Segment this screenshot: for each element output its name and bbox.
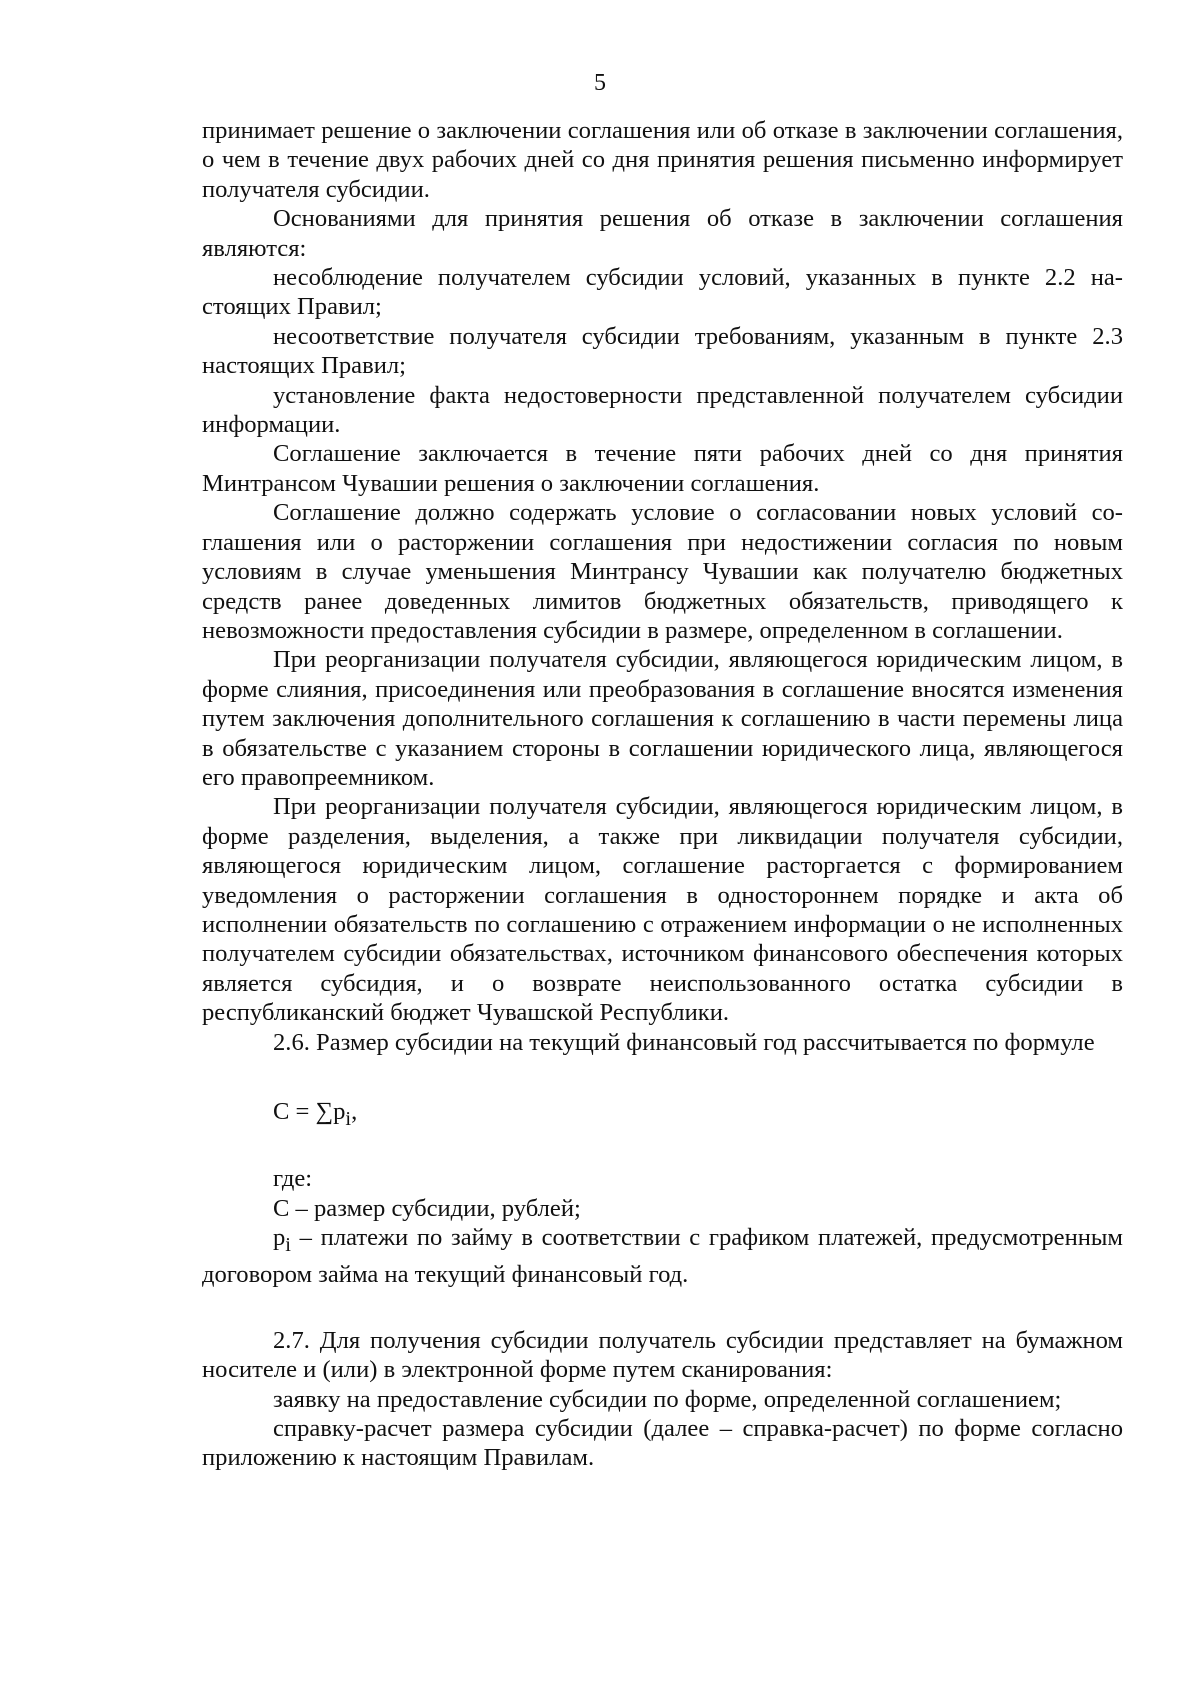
formula-lhs: C = ∑p (273, 1098, 346, 1125)
where-label: где: (273, 1165, 313, 1193)
paragraph-10: 2.6. Размер субсидии на текущий финансовый год рассчитывается по формуле (273, 1028, 1095, 1056)
paragraph-1: принимает решение о заключении соглашения или об отказе в заключении соглашения, о чем в течение двух рабочих дней со дня принятия решения письменно информирует получателя субсидии. (202, 117, 1123, 203)
paragraph-8: При реорганизации получателя субсидии, являющегося юридическим лицом, в форме слияния, присоединения или преобразования в соглашение вносятся изменения путем заключения дополнительного соглашения к соглашению в части перемены лица в обязательстве с указанием стороны в соглашении юридического лица, являющегося его правопреемником. (202, 646, 1123, 791)
definition-p-subscript: i (285, 1234, 291, 1257)
paragraph-6: Соглашение заключается в течение пяти рабочих дней со дня принятия Минтрансом Чувашии решения о заключении соглашения. (202, 440, 1123, 497)
page-number: 5 (594, 70, 606, 96)
paragraph-7: Соглашение должно содержать условие о согласовании новых условий соглашения или о расторжении соглашения при недостижении согласия по новым условиям в случае уменьшения Минтрансу Чувашии как получателю бюджетных средств ранее доведенных лимитов бюджетных обязательств, приводящего к невозможности предоставления субсидии в размере, определенном в соглашении. (202, 499, 1123, 644)
paragraph-13: справку-расчет размера субсидии (далее – справка-расчет) по форме согласно приложению к настоящим Правилам. (202, 1415, 1123, 1472)
definition-c: C – размер субсидии, рублей; (273, 1194, 581, 1222)
paragraph-4: несоответствие получателя субсидии требованиям, указанным в пункте 2.3 настоящих Правил; (202, 322, 1123, 380)
paragraph-5: установление факта недостоверности представленной получателем субсидии информации. (202, 381, 1123, 439)
formula (202, 1097, 1123, 1134)
paragraph-3: несоблюдение получателем субсидии условий, указанных в пункте 2.2 настоящих Правил; (202, 264, 1123, 321)
definition-p (202, 1223, 1123, 1290)
formula-subscript: i (345, 1107, 352, 1130)
document-body (202, 116, 1123, 1473)
definition-p-text: – платежи по займу в соответствии с графиком платежей, предусмотренным договором займа на текущий финансовый год. (202, 1224, 1123, 1289)
definition-p-symbol: p (273, 1224, 286, 1252)
paragraph-11: 2.7. Для получения субсидии получатель субсидии представляет на бумажном носителе и (или) в электронной форме путем сканирования: (202, 1326, 1123, 1384)
formula-tail: , (351, 1098, 358, 1125)
paragraph-12: заявку на предоставление субсидии по форме, определенной соглашением; (273, 1385, 1062, 1413)
paragraph-2: Основаниями для принятия решения об отказе в заключении соглашения являются: (202, 205, 1123, 262)
paragraph-9: При реорганизации получателя субсидии, являющегося юридическим лицом, в форме разделения, выделения, а также при ликвидации получателя субсидии, являющегося юридическим лицом, соглашение расторгается с формированием уведомления о расторжении соглашения в одностороннем порядке и акта об исполнении обязательств по соглашению с отражением информации о не исполненных получателем субсидии обязательствах, источником финансового обеспечения которых является субсидия, и о возврате неиспользованного остатка субсидии в республиканский бюджет Чувашской Республики. (202, 793, 1123, 1027)
